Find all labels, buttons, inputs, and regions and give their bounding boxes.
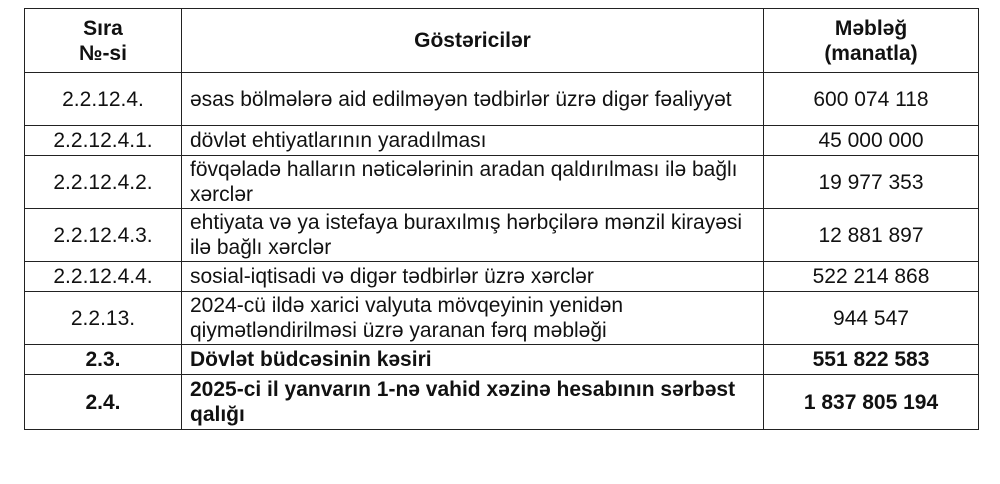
row-amount: 944 547	[764, 292, 979, 345]
row-number: 2.2.12.4.3.	[25, 209, 182, 262]
row-number: 2.4.	[25, 375, 182, 430]
row-amount: 551 822 583	[764, 345, 979, 375]
row-indicator: dövlət ehtiyatlarının yaradılması	[182, 126, 764, 156]
header-number	[25, 9, 182, 73]
row-indicator: fövqəladə halların nəticələrinin aradan qaldırılması ilə bağlı xərclər	[182, 156, 764, 209]
row-amount: 12 881 897	[764, 209, 979, 262]
row-number: 2.2.12.4.1.	[25, 126, 182, 156]
row-amount: 19 977 353	[764, 156, 979, 209]
row-amount: 600 074 118	[764, 73, 979, 126]
header-amount-line1: Məbləğ	[834, 16, 908, 40]
row-amount: 1 837 805 194	[764, 375, 979, 430]
row-indicator: ehtiyata və ya istefaya buraxılmış hərbçilərə mənzil kirayəsi ilə bağlı xərclər	[182, 209, 764, 262]
row-number: 2.2.13.	[25, 292, 182, 345]
table-row	[25, 156, 979, 209]
table-row	[25, 262, 979, 292]
row-indicator: əsas bölmələrə aid edilməyən tədbirlər üzrə digər fəaliyyət	[182, 73, 764, 126]
table-row	[25, 73, 979, 126]
table-row-total	[25, 345, 979, 375]
row-amount: 45 000 000	[764, 126, 979, 156]
header-amount-line2: (manatla)	[824, 41, 918, 65]
budget-table	[24, 8, 979, 430]
header-indicators: Göstəricilər	[182, 9, 764, 73]
row-number: 2.2.12.4.	[25, 73, 182, 126]
row-indicator: 2024-cü ildə xarici valyuta mövqeyinin yenidən qiymətləndirilməsi üzrə yaranan fərq məbləği	[182, 292, 764, 345]
row-indicator: 2025-ci il yanvarın 1-nə vahid xəzinə hesabının sərbəst qalığı	[182, 375, 764, 430]
row-amount: 522 214 868	[764, 262, 979, 292]
row-indicator: sosial-iqtisadi və digər tədbirlər üzrə xərclər	[182, 262, 764, 292]
table-header-row	[25, 9, 979, 73]
row-number: 2.2.12.4.2.	[25, 156, 182, 209]
row-number: 2.2.12.4.4.	[25, 262, 182, 292]
header-amount	[764, 9, 979, 73]
header-number-line1: Sıra	[83, 16, 123, 40]
table-row	[25, 209, 979, 262]
header-number-line2: №-si	[79, 41, 127, 65]
row-indicator: Dövlət büdcəsinin kəsiri	[182, 345, 764, 375]
row-number: 2.3.	[25, 345, 182, 375]
table-row-total	[25, 375, 979, 430]
table-row	[25, 126, 979, 156]
table-row	[25, 292, 979, 345]
